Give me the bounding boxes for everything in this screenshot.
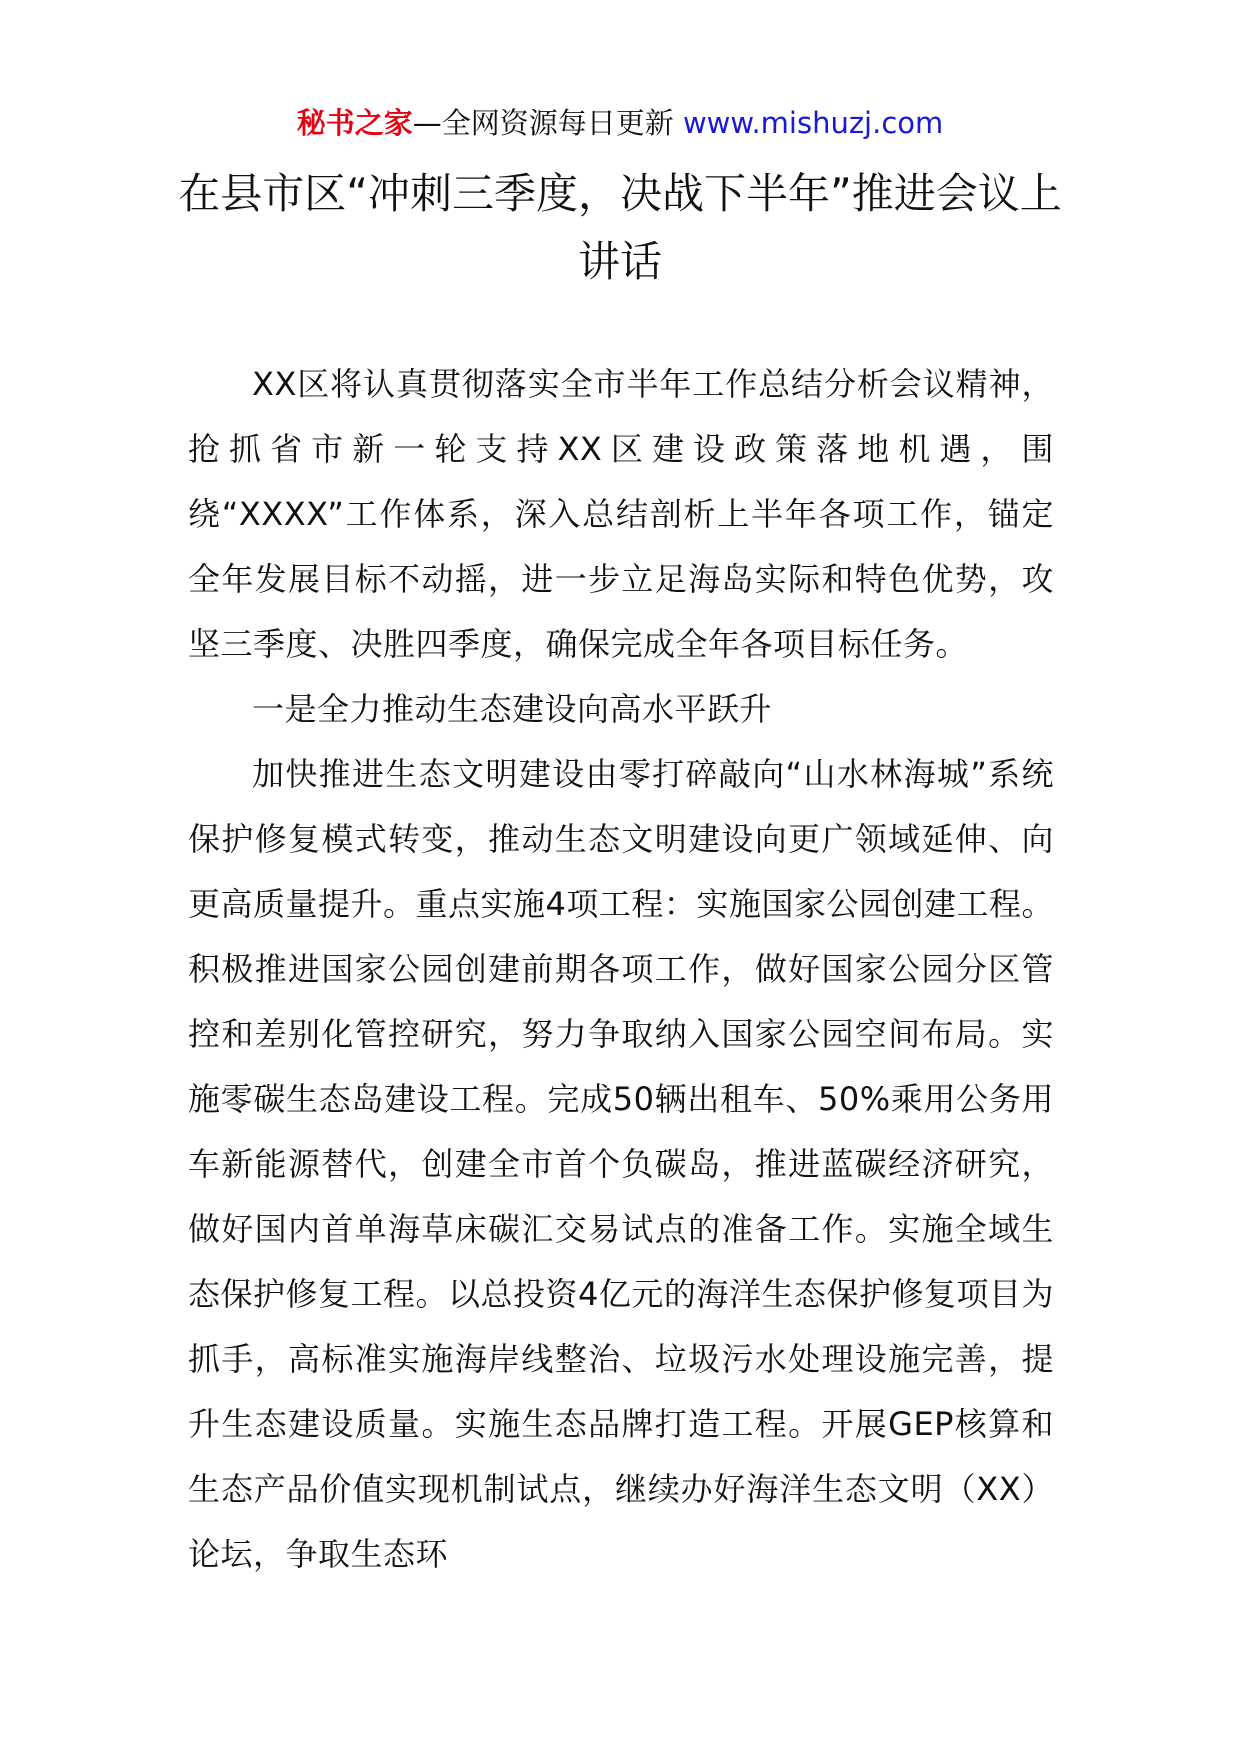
section-1-paragraph: 加快推进生态文明建设由零打碎敲向“山水林海城”系统保护修复模式转变，推动生态文明建设向更广领域延伸、向更高质量提升。重点实施4项工程：实施国家公园创建工程。积极推进国家公园创建前期各项工作，做好国家公园分区管控和差别化管控研究，努力争取纳入国家公园空间布局。实施零碳生态岛建设工程。完成50辆出租车、50%乘用公务用车新能源替代，创建全市首个负碳岛，推进蓝碳经济研究，做好国内首单海草床碳汇交易试点的准备工作。实施全域生态保护修复工程。以总投资4亿元的海洋生态保护修复项目为抓手，高标准实施海岸线整治、垃圾污水处理设施完善，提升生态建设质量。实施生态品牌打造工程。开展GEP核算和生态产品价值实现机制试点，继续办好海洋生态文明（XX）论坛，争取生态环: [188, 755, 1054, 1573]
site-url-link[interactable]: www.mishuzj.com: [682, 106, 944, 140]
intro-paragraph: XX区将认真贯彻落实全市半年工作总结分析会议精神，抢抓省市新一轮支持XX区建设政策落地机遇，围绕“XXXX”工作体系，深入总结剖析上半年各项工作，锚定全年发展目标不动摇，进一步立足海岛实际和特色优势，攻坚三季度、决胜四季度，确保完成全年各项目标任务。: [188, 365, 1054, 663]
header-tagline: —全网资源每日更新: [412, 106, 683, 140]
brand-name: 秘书之家: [296, 106, 413, 140]
section-heading-1: 一是全力推动生态建设向高水平跃升: [252, 690, 773, 728]
site-header: [0, 103, 1240, 143]
document-body: [188, 352, 1054, 1587]
document-title: 在县市区“冲刺三季度，决战下半年”推进会议上讲话: [178, 169, 1062, 286]
